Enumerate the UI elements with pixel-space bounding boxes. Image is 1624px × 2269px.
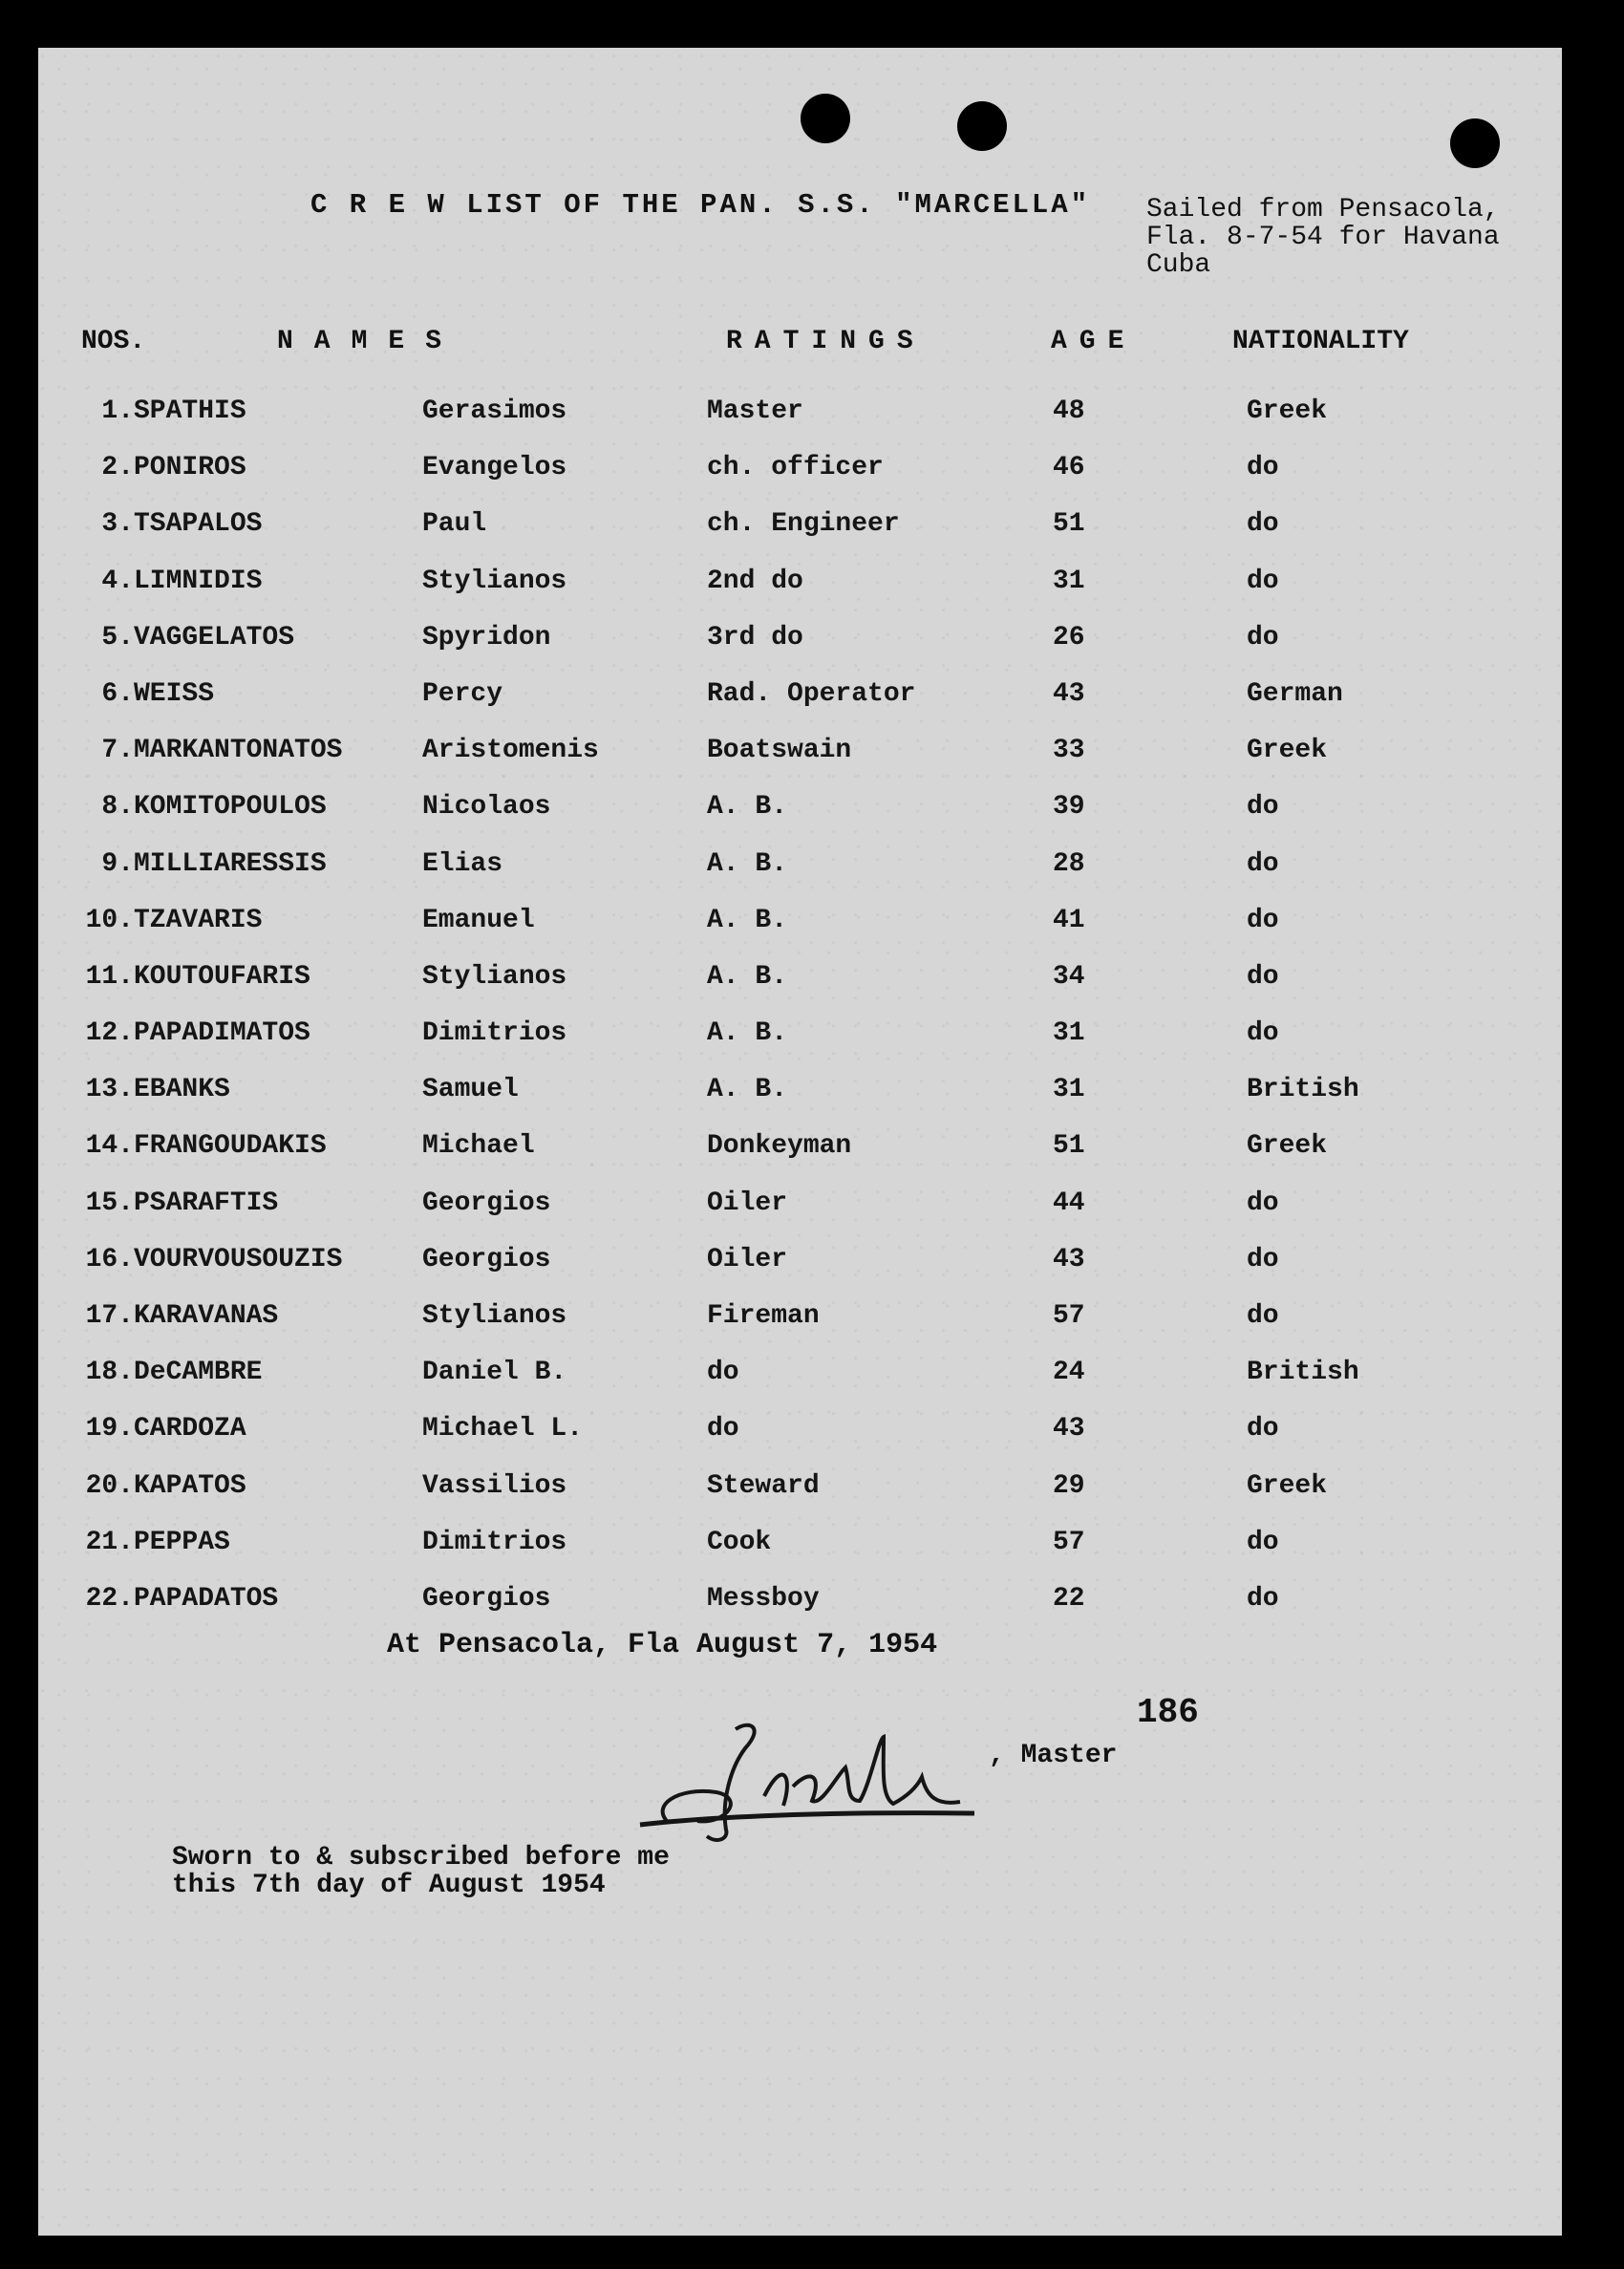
crew-rating: do bbox=[707, 1358, 739, 1388]
crew-nationality: do bbox=[1247, 1414, 1279, 1445]
crew-rating: 2nd do bbox=[707, 566, 803, 596]
crew-age: 43 bbox=[1053, 1244, 1085, 1274]
crew-surname: FRANGOUDAKIS bbox=[134, 1131, 327, 1162]
crew-no: 20. bbox=[85, 1470, 134, 1501]
crew-given: Spyridon bbox=[422, 622, 551, 653]
crew-age: 43 bbox=[1053, 678, 1085, 709]
crew-rating: Fireman bbox=[707, 1301, 820, 1331]
crew-rating: A. B. bbox=[707, 792, 788, 823]
crew-no: 7. bbox=[101, 736, 134, 766]
header-nos: NOS. bbox=[81, 327, 146, 356]
crew-table bbox=[38, 396, 1562, 1640]
crew-age: 39 bbox=[1053, 792, 1085, 823]
crew-given: Nicolaos bbox=[422, 792, 551, 823]
sailing-note: Sailed from Pensacola, Fla. 8-7-54 for Havana Cuba bbox=[1146, 195, 1500, 280]
crew-no: 22. bbox=[85, 1583, 134, 1614]
crew-nationality: British bbox=[1247, 1075, 1359, 1105]
crew-rating: do bbox=[707, 1414, 739, 1445]
table-row bbox=[38, 1358, 1562, 1414]
crew-given: Evangelos bbox=[422, 453, 567, 483]
crew-surname: PSARAFTIS bbox=[134, 1188, 279, 1218]
crew-given: Aristomenis bbox=[422, 736, 599, 766]
crew-nationality: German bbox=[1247, 678, 1343, 709]
crew-nationality: do bbox=[1247, 1188, 1279, 1218]
table-row bbox=[38, 1018, 1562, 1075]
crew-rating: A. B. bbox=[707, 848, 788, 879]
crew-no: 15. bbox=[85, 1188, 134, 1218]
crew-given: Daniel B. bbox=[422, 1358, 567, 1388]
crew-list-document bbox=[38, 48, 1562, 2236]
crew-age: 57 bbox=[1053, 1527, 1085, 1557]
crew-age: 26 bbox=[1053, 622, 1085, 653]
table-row bbox=[38, 1188, 1562, 1245]
crew-age: 51 bbox=[1053, 509, 1085, 540]
table-row bbox=[38, 1471, 1562, 1528]
crew-age: 57 bbox=[1053, 1301, 1085, 1331]
crew-age: 51 bbox=[1053, 1131, 1085, 1162]
table-row bbox=[38, 679, 1562, 736]
crew-age: 31 bbox=[1053, 1018, 1085, 1049]
crew-surname: CARDOZA bbox=[134, 1414, 246, 1445]
crew-surname: MARKANTONATOS bbox=[134, 736, 343, 766]
crew-given: Vassilios bbox=[422, 1470, 567, 1501]
table-row bbox=[38, 623, 1562, 679]
crew-no: 14. bbox=[85, 1131, 134, 1162]
crew-age: 43 bbox=[1053, 1414, 1085, 1445]
punch-hole bbox=[801, 94, 850, 143]
crew-given: Emanuel bbox=[422, 905, 535, 935]
punch-hole bbox=[1450, 118, 1500, 168]
crew-surname: PAPADIMATOS bbox=[134, 1018, 310, 1049]
crew-no: 9. bbox=[101, 848, 134, 879]
table-row bbox=[38, 509, 1562, 566]
crew-nationality: do bbox=[1247, 961, 1279, 992]
crew-given: Michael bbox=[422, 1131, 535, 1162]
crew-no: 1. bbox=[101, 396, 134, 426]
table-row bbox=[38, 453, 1562, 509]
sworn-statement: Sworn to & subscribed before me this 7th day of August 1954 bbox=[172, 1843, 670, 1900]
table-row bbox=[38, 396, 1562, 453]
crew-no: 19. bbox=[85, 1414, 134, 1445]
crew-age: 22 bbox=[1053, 1583, 1085, 1614]
crew-nationality: do bbox=[1247, 1018, 1279, 1049]
crew-age: 34 bbox=[1053, 961, 1085, 992]
crew-rating: Rad. Operator bbox=[707, 678, 916, 709]
crew-rating: Donkeyman bbox=[707, 1131, 852, 1162]
crew-nationality: Greek bbox=[1247, 396, 1328, 426]
crew-age: 48 bbox=[1053, 396, 1085, 426]
crew-surname: TSAPALOS bbox=[134, 509, 263, 540]
table-row bbox=[38, 736, 1562, 792]
crew-nationality: do bbox=[1247, 509, 1279, 540]
crew-age: 31 bbox=[1053, 1075, 1085, 1105]
crew-nationality: do bbox=[1247, 1583, 1279, 1614]
crew-age: 29 bbox=[1053, 1470, 1085, 1501]
crew-no: 12. bbox=[85, 1018, 134, 1049]
crew-no: 3. bbox=[101, 509, 134, 540]
crew-rating: A. B. bbox=[707, 961, 788, 992]
crew-nationality: Greek bbox=[1247, 1470, 1328, 1501]
table-row bbox=[38, 1528, 1562, 1584]
crew-nationality: do bbox=[1247, 1301, 1279, 1331]
crew-rating: ch. Engineer bbox=[707, 509, 900, 540]
crew-no: 21. bbox=[85, 1527, 134, 1557]
place-date: At Pensacola, Fla August 7, 1954 bbox=[387, 1629, 938, 1661]
header-age: AGE bbox=[1051, 327, 1137, 356]
crew-given: Georgios bbox=[422, 1583, 551, 1614]
punch-hole bbox=[957, 101, 1007, 151]
crew-no: 13. bbox=[85, 1075, 134, 1105]
table-row bbox=[38, 906, 1562, 962]
crew-surname: VAGGELATOS bbox=[134, 622, 295, 653]
crew-surname: TZAVARIS bbox=[134, 905, 263, 935]
crew-given: Elias bbox=[422, 848, 503, 879]
crew-no: 11. bbox=[85, 961, 134, 992]
crew-no: 17. bbox=[85, 1301, 134, 1331]
crew-given: Georgios bbox=[422, 1188, 551, 1218]
table-row bbox=[38, 1414, 1562, 1470]
signature-text: G. Spathis bbox=[630, 1710, 637, 1711]
crew-rating: Oiler bbox=[707, 1188, 788, 1218]
header-ratings: RATINGS bbox=[726, 327, 926, 356]
crew-rating: Master bbox=[707, 396, 803, 426]
crew-given: Samuel bbox=[422, 1075, 519, 1105]
crew-rating: Steward bbox=[707, 1470, 820, 1501]
crew-age: 41 bbox=[1053, 905, 1085, 935]
crew-rating: ch. officer bbox=[707, 453, 884, 483]
crew-nationality: do bbox=[1247, 453, 1279, 483]
crew-nationality: do bbox=[1247, 905, 1279, 935]
crew-nationality: British bbox=[1247, 1358, 1359, 1388]
crew-nationality: do bbox=[1247, 566, 1279, 596]
crew-rating: A. B. bbox=[707, 905, 788, 935]
crew-no: 5. bbox=[101, 622, 134, 653]
master-signature bbox=[630, 1710, 994, 1853]
table-row bbox=[38, 849, 1562, 906]
crew-nationality: Greek bbox=[1247, 1131, 1328, 1162]
crew-rating: Cook bbox=[707, 1527, 772, 1557]
crew-surname: MILLIARESSIS bbox=[134, 848, 327, 879]
crew-nationality: do bbox=[1247, 792, 1279, 823]
crew-age: 24 bbox=[1053, 1358, 1085, 1388]
crew-given: Michael L. bbox=[422, 1414, 584, 1445]
crew-rating: Boatswain bbox=[707, 736, 852, 766]
crew-rating: Messboy bbox=[707, 1583, 820, 1614]
crew-surname: DeCAMBRE bbox=[134, 1358, 263, 1388]
crew-surname: VOURVOUSOUZIS bbox=[134, 1244, 343, 1274]
crew-nationality: do bbox=[1247, 1244, 1279, 1274]
crew-rating: A. B. bbox=[707, 1075, 788, 1105]
crew-no: 4. bbox=[101, 566, 134, 596]
crew-rating: A. B. bbox=[707, 1018, 788, 1049]
crew-given: Paul bbox=[422, 509, 487, 540]
crew-given: Dimitrios bbox=[422, 1527, 567, 1557]
crew-age: 33 bbox=[1053, 736, 1085, 766]
document-title: C R E W LIST OF THE PAN. S.S. "MARCELLA" bbox=[310, 189, 1091, 221]
crew-age: 28 bbox=[1053, 848, 1085, 879]
crew-nationality: do bbox=[1247, 1527, 1279, 1557]
crew-no: 18. bbox=[85, 1358, 134, 1388]
crew-rating: 3rd do bbox=[707, 622, 803, 653]
crew-given: Gerasimos bbox=[422, 396, 567, 426]
crew-age: 31 bbox=[1053, 566, 1085, 596]
crew-nationality: do bbox=[1247, 622, 1279, 653]
crew-no: 8. bbox=[101, 792, 134, 823]
crew-surname: LIMNIDIS bbox=[134, 566, 263, 596]
crew-given: Stylianos bbox=[422, 566, 567, 596]
crew-surname: SPATHIS bbox=[134, 396, 246, 426]
crew-nationality: do bbox=[1247, 848, 1279, 879]
crew-surname: PONIROS bbox=[134, 453, 246, 483]
crew-age: 44 bbox=[1053, 1188, 1085, 1218]
crew-no: 10. bbox=[85, 905, 134, 935]
crew-given: Georgios bbox=[422, 1244, 551, 1274]
header-names: NAMES bbox=[277, 327, 463, 356]
crew-surname: KAPATOS bbox=[134, 1470, 246, 1501]
crew-given: Stylianos bbox=[422, 1301, 567, 1331]
table-row bbox=[38, 567, 1562, 623]
crew-surname: PAPADATOS bbox=[134, 1583, 279, 1614]
crew-no: 2. bbox=[101, 453, 134, 483]
table-row bbox=[38, 1131, 1562, 1188]
crew-surname: KOMITOPOULOS bbox=[134, 792, 327, 823]
page-number: 186 bbox=[1137, 1693, 1199, 1732]
crew-given: Stylianos bbox=[422, 961, 567, 992]
crew-given: Dimitrios bbox=[422, 1018, 567, 1049]
table-row bbox=[38, 1075, 1562, 1131]
crew-age: 46 bbox=[1053, 453, 1085, 483]
crew-no: 16. bbox=[85, 1244, 134, 1274]
table-row bbox=[38, 792, 1562, 848]
crew-given: Percy bbox=[422, 678, 503, 709]
crew-surname: PEPPAS bbox=[134, 1527, 230, 1557]
crew-surname: KOUTOUFARIS bbox=[134, 961, 310, 992]
table-row bbox=[38, 1245, 1562, 1301]
crew-surname: KARAVANAS bbox=[134, 1301, 279, 1331]
table-row bbox=[38, 1301, 1562, 1358]
header-nationality: NATIONALITY bbox=[1232, 327, 1409, 356]
crew-surname: EBANKS bbox=[134, 1075, 230, 1105]
crew-nationality: Greek bbox=[1247, 736, 1328, 766]
master-label: , Master bbox=[989, 1741, 1118, 1770]
crew-rating: Oiler bbox=[707, 1244, 788, 1274]
crew-no: 6. bbox=[101, 678, 134, 709]
table-row bbox=[38, 962, 1562, 1018]
crew-surname: WEISS bbox=[134, 678, 215, 709]
